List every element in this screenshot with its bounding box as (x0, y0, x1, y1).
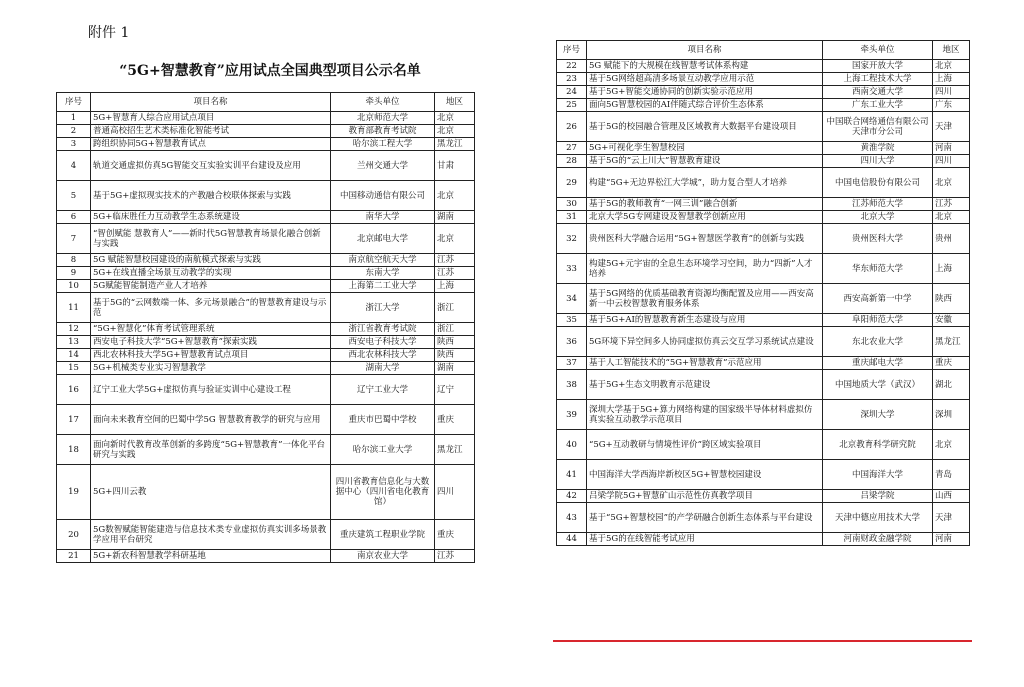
project-name: 北京大学5G专网建设及智慧教学创新应用 (587, 211, 823, 224)
project-name: 基于5G的“云网数端一体、多元场景融合”的智慧教育建设与示范 (91, 293, 331, 323)
project-name: 5G环境下异空间多人协同虚拟仿真云交互学习系统试点建设 (587, 327, 823, 357)
lead-unit: 西安高新第一中学 (823, 284, 933, 314)
lead-unit: 江苏师范大学 (823, 198, 933, 211)
project-name: 基于“5G+智慧校园”的产学研融合创新生态体系与平台建设 (587, 503, 823, 533)
table-row (57, 362, 475, 375)
region: 北京 (933, 430, 970, 460)
region: 陕西 (933, 284, 970, 314)
row-no: 29 (557, 168, 587, 198)
region: 北京 (933, 211, 970, 224)
table-row (57, 349, 475, 362)
row-no: 35 (557, 314, 587, 327)
row-no: 5 (57, 181, 91, 211)
project-name: 5G+新农科智慧教学科研基地 (91, 550, 331, 563)
region: 浙江 (435, 323, 475, 336)
header-region: 地区 (435, 93, 475, 112)
lead-unit: 阜阳师范大学 (823, 314, 933, 327)
project-name: 基于5G网络的优质基础教育资源均衡配置及应用——西安高新一中云校智慧教育服务体系 (587, 284, 823, 314)
region: 四川 (933, 155, 970, 168)
region: 甘肃 (435, 151, 475, 181)
region: 黑龙江 (933, 327, 970, 357)
table-row (557, 314, 970, 327)
row-no: 30 (557, 198, 587, 211)
attachment-label: 附件 1 (88, 25, 130, 41)
row-no: 7 (57, 224, 91, 254)
region: 辽宁 (435, 375, 475, 405)
region: 河南 (933, 142, 970, 155)
project-name: “智创赋能 慧教育人”——新时代5G智慧教育场景化融合创新与实践 (91, 224, 331, 254)
project-name: 轨道交通虚拟仿真5G智能交互实验实训平台建设及应用 (91, 151, 331, 181)
lead-unit: 西北农林科技大学 (331, 349, 435, 362)
lead-unit: 中国地质大学（武汉） (823, 370, 933, 400)
row-no: 6 (57, 211, 91, 224)
region: 江苏 (933, 198, 970, 211)
row-no: 23 (557, 73, 587, 86)
lead-unit: 西安电子科技大学 (331, 336, 435, 349)
lead-unit: 北京教育科学研究院 (823, 430, 933, 460)
region: 黑龙江 (435, 435, 475, 465)
project-name: 吕梁学院5G+智慧矿山示范性仿真教学项目 (587, 490, 823, 503)
lead-unit: 东北农业大学 (823, 327, 933, 357)
region: 河南 (933, 533, 970, 546)
table-row (57, 280, 475, 293)
project-name: 基于5G的“云上川大”智慧教育建设 (587, 155, 823, 168)
row-no: 26 (557, 112, 587, 142)
lead-unit: 国家开放大学 (823, 60, 933, 73)
row-no: 20 (57, 520, 91, 550)
row-no: 36 (557, 327, 587, 357)
region: 湖南 (435, 362, 475, 375)
project-name: 贵州医科大学融合运用“5G+智慧医学教育”的创新与实践 (587, 224, 823, 254)
lead-unit: 上海第二工业大学 (331, 280, 435, 293)
row-no: 33 (557, 254, 587, 284)
table-body (557, 60, 970, 546)
table-row (557, 112, 970, 142)
row-no: 42 (557, 490, 587, 503)
lead-unit: 北京邮电大学 (331, 224, 435, 254)
table-row (557, 155, 970, 168)
header-no: 序号 (57, 93, 91, 112)
row-no: 17 (57, 405, 91, 435)
project-name: 5G赋能智能制造产业人才培养 (91, 280, 331, 293)
table-row (557, 168, 970, 198)
document-title: “5G+智慧教育”应用试点全国典型项目公示名单 (119, 63, 421, 79)
row-no: 40 (557, 430, 587, 460)
row-no: 8 (57, 254, 91, 267)
row-no: 9 (57, 267, 91, 280)
project-name: 5G+可视化孪生智慧校园 (587, 142, 823, 155)
lead-unit: 浙江省教育考试院 (331, 323, 435, 336)
row-no: 41 (557, 460, 587, 490)
lead-unit: 广东工业大学 (823, 99, 933, 112)
table-row (557, 224, 970, 254)
lead-unit: 四川大学 (823, 155, 933, 168)
table-row (57, 181, 475, 211)
row-no: 10 (57, 280, 91, 293)
region: 重庆 (435, 405, 475, 435)
project-name: 5G+四川云教 (91, 465, 331, 520)
row-no: 22 (557, 60, 587, 73)
region: 贵州 (933, 224, 970, 254)
region: 北京 (435, 125, 475, 138)
project-name: 5G+在线直播全场景互动教学的实现 (91, 267, 331, 280)
row-no: 15 (57, 362, 91, 375)
region: 北京 (435, 112, 475, 125)
table-row (557, 86, 970, 99)
row-no: 4 (57, 151, 91, 181)
region: 北京 (933, 60, 970, 73)
table-row (57, 267, 475, 280)
table-row (557, 327, 970, 357)
region: 江苏 (435, 550, 475, 563)
region: 重庆 (435, 520, 475, 550)
table-row (557, 198, 970, 211)
project-name: 西北农林科技大学5G+智慧教育试点项目 (91, 349, 331, 362)
project-name: 面向未来教育空间的巴蜀中学5G 智慧教育教学的研究与应用 (91, 405, 331, 435)
lead-unit: 上海工程技术大学 (823, 73, 933, 86)
project-name: 面向5G智慧校园的AI伴随式综合评价生态体系 (587, 99, 823, 112)
table-header-row (57, 93, 475, 112)
table-row (57, 465, 475, 520)
table-row (557, 60, 970, 73)
lead-unit: 南京航空航天大学 (331, 254, 435, 267)
header-unit: 牵头单位 (823, 41, 933, 60)
region: 北京 (435, 224, 475, 254)
table-row (57, 336, 475, 349)
project-name: 5G+智慧育人综合应用试点项目 (91, 112, 331, 125)
table-row (557, 284, 970, 314)
table-row (557, 533, 970, 546)
project-name: 基于人工智能技术的“5G+智慧教育”示范应用 (587, 357, 823, 370)
row-no: 34 (557, 284, 587, 314)
project-name: 基于5G的在线智能考试应用 (587, 533, 823, 546)
region: 陕西 (435, 349, 475, 362)
header-name: 项目名称 (91, 93, 331, 112)
region: 黑龙江 (435, 138, 475, 151)
project-name: 西安电子科技大学“5G+智慧教育”探索实践 (91, 336, 331, 349)
table-row (57, 293, 475, 323)
region: 重庆 (933, 357, 970, 370)
row-no: 19 (57, 465, 91, 520)
header-no: 序号 (557, 41, 587, 60)
project-table-left (56, 92, 475, 563)
region: 陕西 (435, 336, 475, 349)
project-name: 辽宁工业大学5G+虚拟仿真与验证实训中心建设工程 (91, 375, 331, 405)
project-name: “5G+智慧化”体育考试管理系统 (91, 323, 331, 336)
lead-unit: 北京大学 (823, 211, 933, 224)
region: 青岛 (933, 460, 970, 490)
region: 上海 (933, 254, 970, 284)
header-region: 地区 (933, 41, 970, 60)
region: 湖北 (933, 370, 970, 400)
lead-unit: 教育部教育考试院 (331, 125, 435, 138)
table-row (557, 254, 970, 284)
row-no: 24 (557, 86, 587, 99)
lead-unit: 华东师范大学 (823, 254, 933, 284)
row-no: 28 (557, 155, 587, 168)
table-row (57, 151, 475, 181)
red-underline (553, 640, 972, 642)
row-no: 43 (557, 503, 587, 533)
table-row (557, 430, 970, 460)
lead-unit: 四川省教育信息化与大数据中心（四川省电化教育馆） (331, 465, 435, 520)
table-row (557, 460, 970, 490)
table-row (557, 490, 970, 503)
lead-unit: 贵州医科大学 (823, 224, 933, 254)
row-no: 12 (57, 323, 91, 336)
project-name: 基于5G+虚拟现实技术的产教融合校联体探索与实践 (91, 181, 331, 211)
region: 湖南 (435, 211, 475, 224)
project-name: 构建“5G+无边界松江大学城”，助力复合型人才培养 (587, 168, 823, 198)
row-no: 39 (557, 400, 587, 430)
project-table-right (556, 40, 970, 546)
table-row (557, 400, 970, 430)
region: 浙江 (435, 293, 475, 323)
row-no: 3 (57, 138, 91, 151)
header-name: 项目名称 (587, 41, 823, 60)
table-row (557, 142, 970, 155)
project-name: 跨组织协同5G+智慧教育试点 (91, 138, 331, 151)
table-row (57, 550, 475, 563)
lead-unit: 中国电信股份有限公司 (823, 168, 933, 198)
lead-unit: 湖南大学 (331, 362, 435, 375)
project-name: 5G 赋能智慧校园建设的南航模式探索与实践 (91, 254, 331, 267)
lead-unit: 重庆邮电大学 (823, 357, 933, 370)
region: 上海 (933, 73, 970, 86)
table-row (57, 405, 475, 435)
row-no: 2 (57, 125, 91, 138)
lead-unit: 黄淮学院 (823, 142, 933, 155)
table-row (557, 357, 970, 370)
table-row (57, 224, 475, 254)
project-name: 5G+临床胜任力互动教学生态系统建设 (91, 211, 331, 224)
region: 江苏 (435, 267, 475, 280)
table-row (557, 370, 970, 400)
row-no: 16 (57, 375, 91, 405)
project-name: 基于5G的校园融合管理及区域教育大数据平台建设项目 (587, 112, 823, 142)
lead-unit: 浙江大学 (331, 293, 435, 323)
table-row (557, 73, 970, 86)
region: 天津 (933, 112, 970, 142)
lead-unit: 深圳大学 (823, 400, 933, 430)
row-no: 13 (57, 336, 91, 349)
row-no: 14 (57, 349, 91, 362)
row-no: 11 (57, 293, 91, 323)
table-row (57, 254, 475, 267)
lead-unit: 中国移动通信有限公司 (331, 181, 435, 211)
table-row (557, 99, 970, 112)
lead-unit: 哈尔滨工业大学 (331, 435, 435, 465)
table-row (57, 112, 475, 125)
table-row (57, 520, 475, 550)
project-name: 基于5G网络超高清多场景互动教学应用示范 (587, 73, 823, 86)
lead-unit: 南华大学 (331, 211, 435, 224)
lead-unit: 吕梁学院 (823, 490, 933, 503)
row-no: 44 (557, 533, 587, 546)
lead-unit: 南京农业大学 (331, 550, 435, 563)
lead-unit: 重庆建筑工程职业学院 (331, 520, 435, 550)
project-name: 构建5G+元宇宙的全息生态环境学习空间，助力“四新”人才培养 (587, 254, 823, 284)
lead-unit: 哈尔滨工程大学 (331, 138, 435, 151)
project-name: 5G+机械类专业实习智慧教学 (91, 362, 331, 375)
project-name: 基于5G+生态文明教育示范建设 (587, 370, 823, 400)
table-row (57, 211, 475, 224)
region: 天津 (933, 503, 970, 533)
table-row (557, 503, 970, 533)
region: 江苏 (435, 254, 475, 267)
region: 安徽 (933, 314, 970, 327)
lead-unit: 中国海洋大学 (823, 460, 933, 490)
region: 广东 (933, 99, 970, 112)
project-name: 深圳大学基于5G+算力网络构建的国家级半导体材料虚拟仿真实验互动教学示范项目 (587, 400, 823, 430)
row-no: 21 (57, 550, 91, 563)
table-row (57, 138, 475, 151)
row-no: 25 (557, 99, 587, 112)
lead-unit: 重庆市巴蜀中学校 (331, 405, 435, 435)
project-name: 基于5G的教师教育“一网三训”融合创新 (587, 198, 823, 211)
lead-unit: 东南大学 (331, 267, 435, 280)
table-row (557, 211, 970, 224)
table-row (57, 435, 475, 465)
region: 深圳 (933, 400, 970, 430)
lead-unit: 天津中德应用技术大学 (823, 503, 933, 533)
project-name: 基于5G+AI的智慧教育新生态建设与应用 (587, 314, 823, 327)
lead-unit: 兰州交通大学 (331, 151, 435, 181)
table-body (57, 112, 475, 563)
table-header-row (557, 41, 970, 60)
region: 上海 (435, 280, 475, 293)
lead-unit: 中国联合网络通信有限公司天津市分公司 (823, 112, 933, 142)
row-no: 32 (557, 224, 587, 254)
lead-unit: 西南交通大学 (823, 86, 933, 99)
project-name: 普通高校招生艺术类标准化智能考试 (91, 125, 331, 138)
region: 北京 (933, 168, 970, 198)
lead-unit: 辽宁工业大学 (331, 375, 435, 405)
row-no: 27 (557, 142, 587, 155)
region: 北京 (435, 181, 475, 211)
region: 四川 (933, 86, 970, 99)
project-name: 基于5G+智能交通协同的创新实验示范应用 (587, 86, 823, 99)
project-name: 5G 赋能下的大规模在线智慧考试体系构建 (587, 60, 823, 73)
row-no: 37 (557, 357, 587, 370)
row-no: 31 (557, 211, 587, 224)
lead-unit: 河南财政金融学院 (823, 533, 933, 546)
region: 山西 (933, 490, 970, 503)
header-unit: 牵头单位 (331, 93, 435, 112)
row-no: 18 (57, 435, 91, 465)
region: 四川 (435, 465, 475, 520)
table-row (57, 375, 475, 405)
table-row (57, 323, 475, 336)
lead-unit: 北京师范大学 (331, 112, 435, 125)
table-row (57, 125, 475, 138)
row-no: 1 (57, 112, 91, 125)
project-name: 中国海洋大学西海岸新校区5G+智慧校园建设 (587, 460, 823, 490)
project-name: 5G数智赋能智能建造与信息技术类专业虚拟仿真实训多场景教学应用平台研究 (91, 520, 331, 550)
project-name: “5G+互动教研与情境性评价”跨区域实验项目 (587, 430, 823, 460)
row-no: 38 (557, 370, 587, 400)
project-name: 面向新时代教育改革创新的多跨度“5G+智慧教育”一体化平台研究与实践 (91, 435, 331, 465)
